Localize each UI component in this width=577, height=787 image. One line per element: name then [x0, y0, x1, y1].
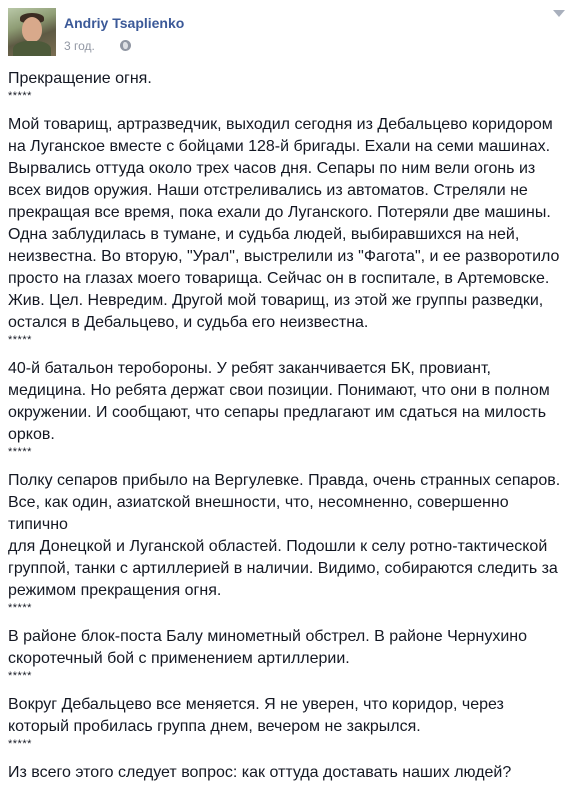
post-paragraph: Из всего этого следует вопрос: как оттуда доставать наших людей?	[8, 764, 512, 781]
chevron-down-icon[interactable]	[553, 10, 565, 17]
separator: *****	[8, 446, 32, 458]
post-paragraph: Мой товарищ, артразведчик, выходил сегодня из Дебальцево коридором на Луганское вместе с бойцами 128-й бригады. Ехали на семи машинах. Вырвались оттуда около трех часов дня. Сепары по ним вели огонь из всех видов оружия. Наши отстреливались из автоматов. Стреляли не прекращая все время, пока ехали до Луганского. Потеряли две машины. Одна заблудилась в тумане, и судьба людей, выбиравшихся на ней, неизвестна. Во вторую, "Урал", выстрелили из "Фагота", и ее разворотило просто на глазах моего товарища. Сейчас он в госпитале, в Артемовске. Жив. Цел. Невредим. Другой мой товарищ, из этой же группы разведки, остался в Дебальцево, и судьба его неизвестна.	[8, 116, 560, 331]
author-name-link[interactable]: Andriy Tsaplienko	[64, 15, 185, 31]
separator: *****	[8, 602, 32, 614]
avatar[interactable]	[8, 8, 56, 56]
separator: *****	[8, 90, 32, 102]
separator: *****	[8, 738, 32, 750]
post-paragraph: Вокруг Дебальцево все меняется. Я не уверен, что коридор, через который пробилась группа днем, вечером не закрылся.	[8, 696, 504, 735]
post-paragraph: 40-й батальон теробороны. У ребят заканчивается БК, провиант, медицина. Но ребята держат свои позиции. Понимают, что они в полном окружении. И сообщают, что сепары предлагают им сдаться на милость орков.	[8, 360, 550, 443]
separator: *****	[8, 670, 32, 682]
post-timestamp[interactable]: 3 год.	[64, 39, 95, 53]
post-paragraph: Полку сепаров прибыло на Вергулевке. Правда, очень странных сепаров. Все, как один, азиатской внешности, что, несомненно, совершенно типично для Донецкой и Луганской областей. Подошли к селу ротно-тактической группой, танки с артиллерией в наличии. Видимо, собираются следить за режимом прекращения огня.	[8, 472, 561, 599]
post-title: Прекращение огня.	[8, 70, 152, 87]
separator: *****	[8, 334, 32, 346]
post-paragraph: В районе блок-поста Балу минометный обстрел. В районе Чернухино скоротечный бой с применением артиллерии.	[8, 628, 528, 667]
post-body	[8, 68, 570, 784]
globe-icon	[120, 40, 131, 51]
